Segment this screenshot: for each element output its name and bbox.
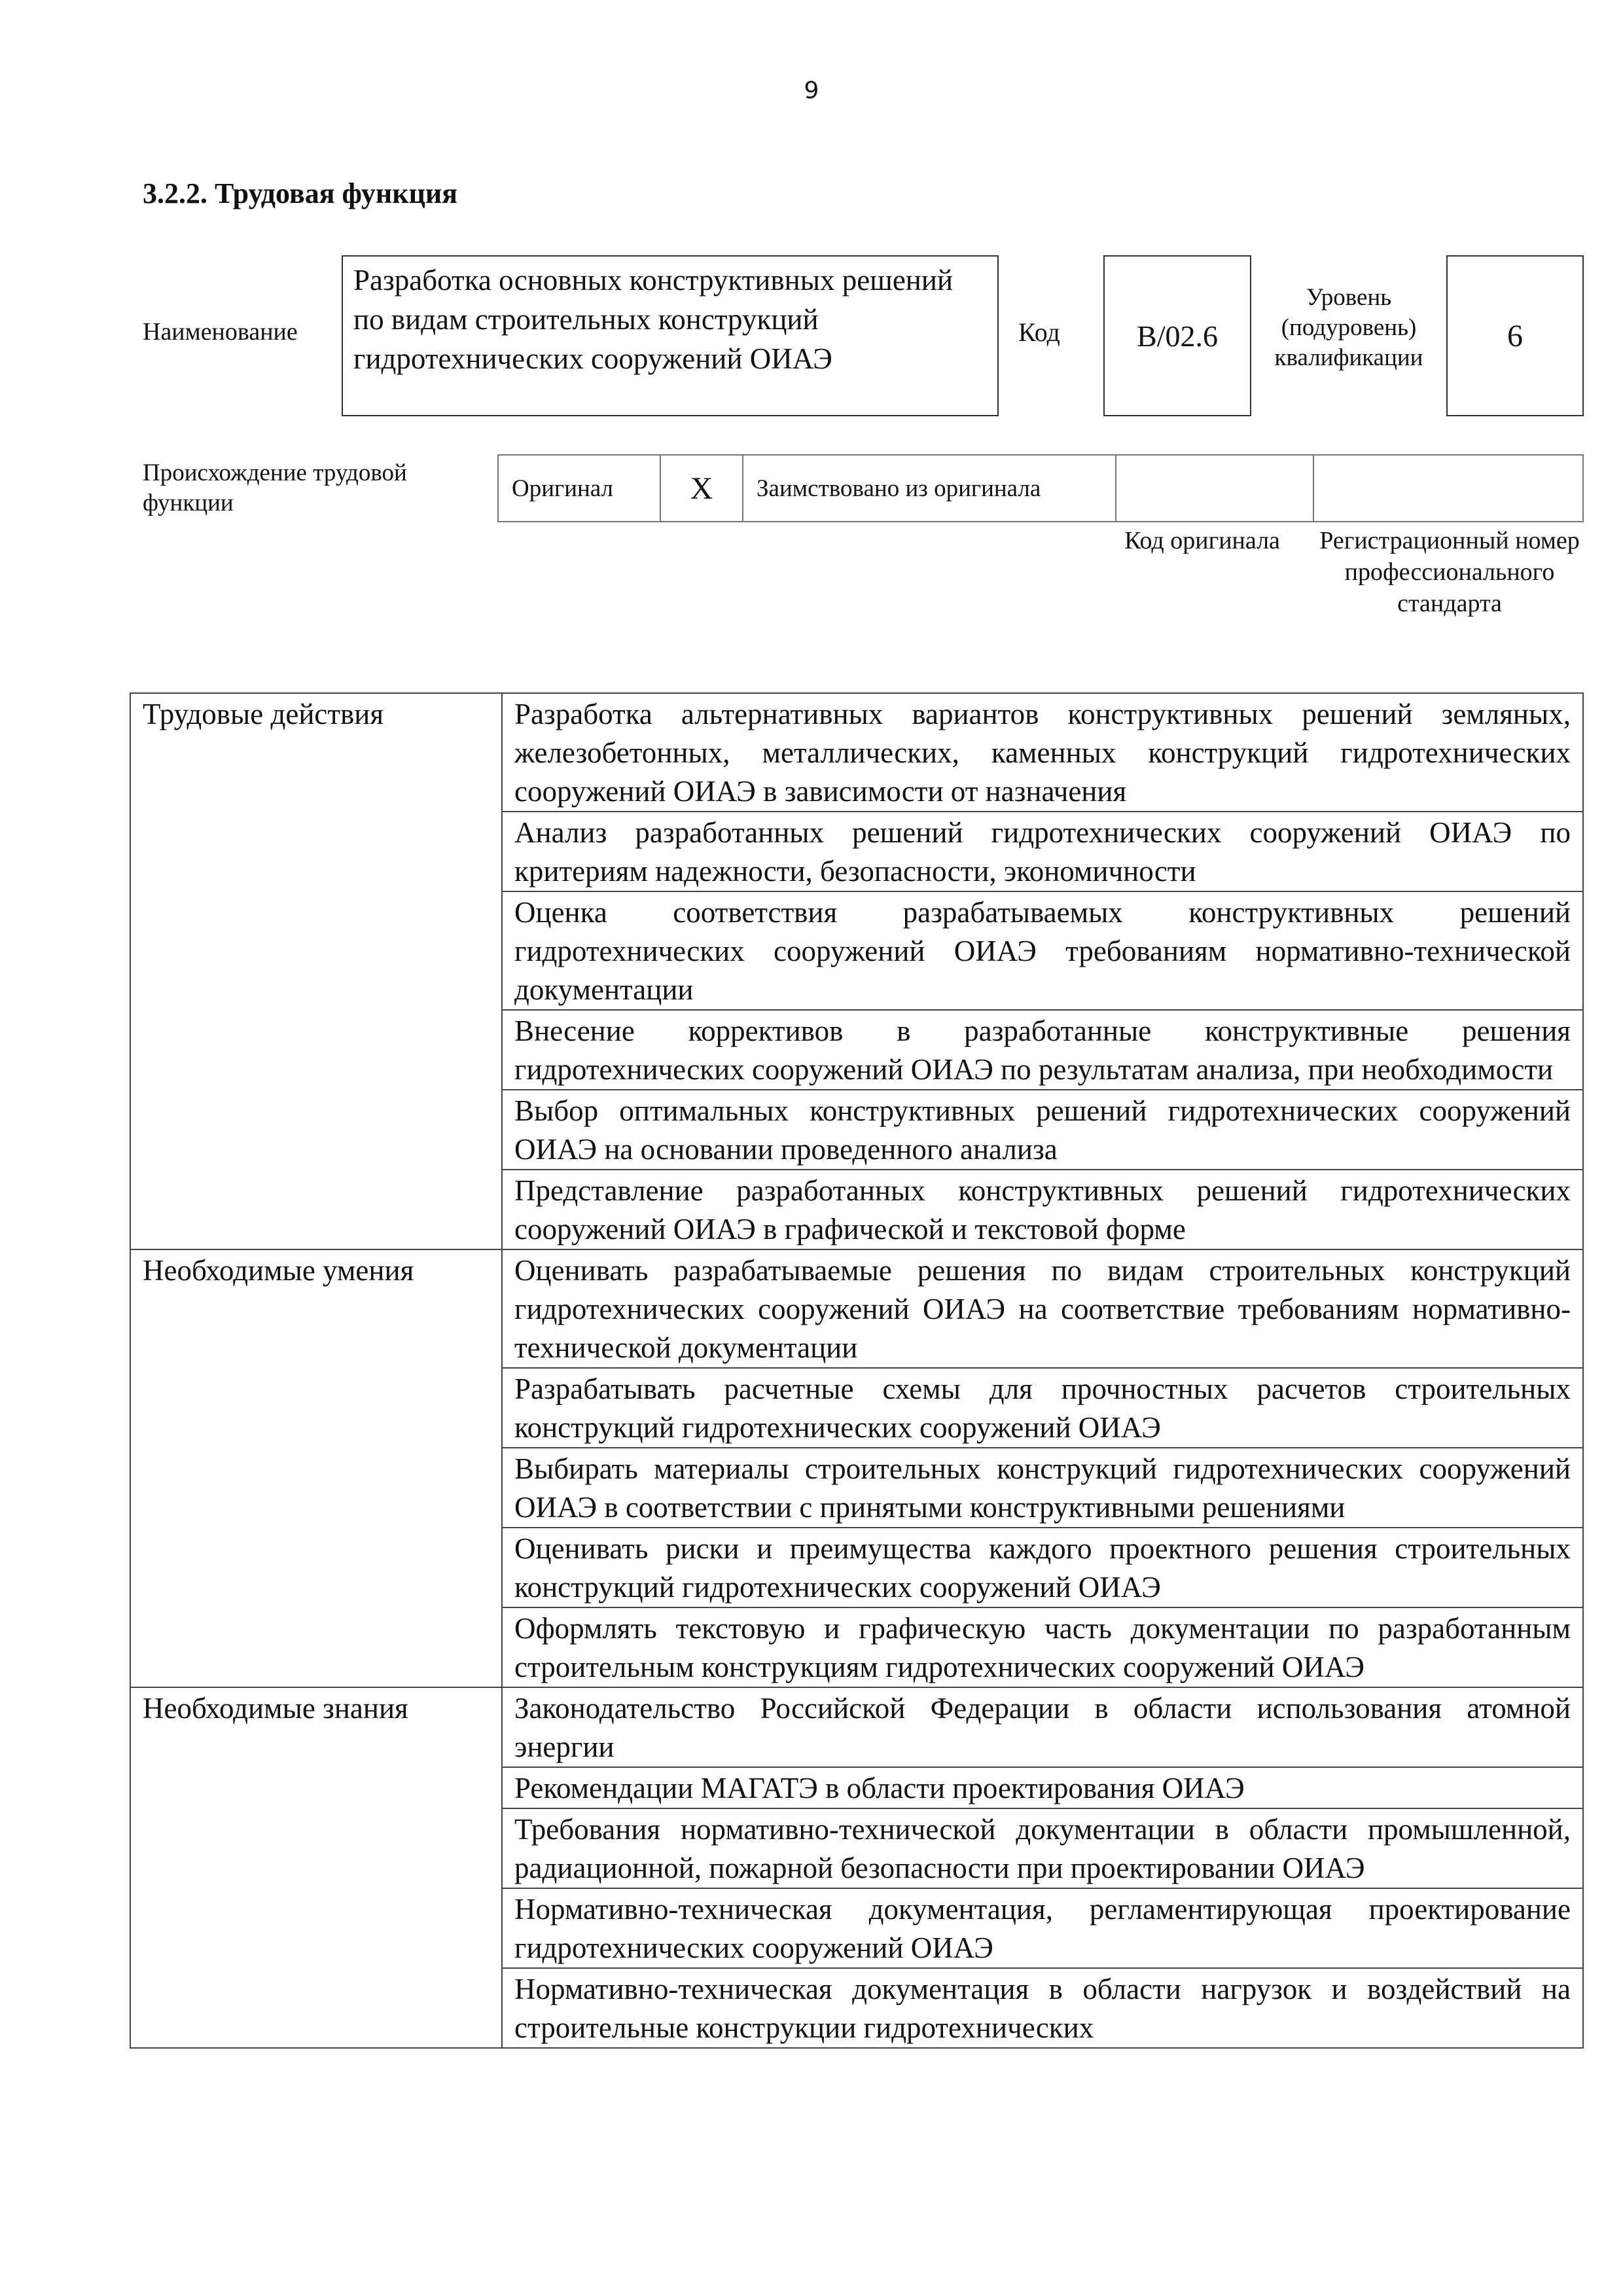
- category-cell: Трудовые действия: [130, 693, 502, 1249]
- name-value: Разработка основных конструктивных решений по видам строительных конструкций гидротехнических сооружений ОИАЭ: [342, 255, 999, 416]
- table-row: [130, 1687, 1583, 1767]
- description-cell: Оценивать разрабатываемые решения по видам строительных конструкций гидротехнических сооружений ОИАЭ на соответствие требованиям нормативно-технической документации: [502, 1249, 1583, 1368]
- description-cell: Выбирать материалы строительных конструкций гидротехнических сооружений ОИАЭ в соответствии с принятыми конструктивными решениями: [502, 1448, 1583, 1528]
- category-cell: Необходимые знания: [130, 1687, 502, 2048]
- level-value: 6: [1446, 255, 1584, 416]
- description-cell: Оценка соответствия разрабатываемых конструктивных решений гидротехнических сооружений ОИАЭ требованиям нормативно-технической документации: [502, 891, 1583, 1010]
- origin-label: Происхождение трудовой функции: [143, 459, 407, 516]
- borrowed-label: Заимствовано из оригинала: [743, 456, 1116, 521]
- code-value: B/02.6: [1103, 255, 1251, 416]
- labor-function-table: [130, 692, 1584, 2049]
- description-cell: Разрабатывать расчетные схемы для прочностных расчетов строительных конструкций гидротехнических сооружений ОИАЭ: [502, 1368, 1583, 1448]
- section-title: 3.2.2. Трудовая функция: [143, 177, 458, 209]
- table-row: [130, 693, 1583, 812]
- description-cell: Представление разработанных конструктивных решений гидротехнических сооружений ОИАЭ в графической и текстовой форме: [502, 1170, 1583, 1249]
- description-cell: Законодательство Российской Федерации в области использования атомной энергии: [502, 1687, 1583, 1767]
- description-cell: Выбор оптимальных конструктивных решений гидротехнических сооружений ОИАЭ на основании проведенного анализа: [502, 1090, 1583, 1170]
- code-original-caption: Код оригинала: [1124, 527, 1280, 554]
- description-cell: Оценивать риски и преимущества каждого проектного решения строительных конструкций гидротехнических сооружений ОИАЭ: [502, 1528, 1583, 1607]
- description-cell: Разработка альтернативных вариантов конструктивных решений земляных, железобетонных, металлических, каменных конструкций гидротехнических сооружений ОИАЭ в зависимости от назначения: [502, 693, 1583, 812]
- description-cell: Анализ разработанных решений гидротехнических сооружений ОИАЭ по критериям надежности, безопасности, экономичности: [502, 812, 1583, 891]
- reg-number-cell: [1314, 456, 1582, 521]
- code-label: Код: [1018, 317, 1060, 347]
- original-label: Оригинал: [499, 456, 661, 521]
- table-row: [130, 1249, 1583, 1368]
- description-cell: Рекомендации МАГАТЭ в области проектирования ОИАЭ: [502, 1767, 1583, 1808]
- description-cell: Требования нормативно-технической документации в области промышленной, радиационной, пожарной безопасности при проектировании ОИАЭ: [502, 1808, 1583, 1888]
- description-cell: Внесение коррективов в разработанные конструктивные решения гидротехнических сооружений ОИАЭ по результатам анализа, при необходимости: [502, 1010, 1583, 1090]
- origin-row: [497, 454, 1584, 522]
- description-cell: Оформлять текстовую и графическую часть документации по разработанным строительным конструкциям гидротехнических сооружений ОИАЭ: [502, 1607, 1583, 1687]
- category-cell: Необходимые умения: [130, 1249, 502, 1687]
- reg-number-caption: Регистрационный номер профессионального стандарта: [1319, 527, 1580, 617]
- original-mark: X: [661, 456, 743, 521]
- name-label: Наименование: [143, 318, 298, 346]
- level-label: Уровень (подуровень) квалификации: [1274, 284, 1423, 371]
- code-original-cell: [1116, 456, 1314, 521]
- description-cell: Нормативно-техническая документация в области нагрузок и воздействий на строительные конструкции гидротехнических: [502, 1968, 1583, 2048]
- description-cell: Нормативно-техническая документация, регламентирующая проектирование гидротехнических сооружений ОИАЭ: [502, 1888, 1583, 1968]
- page-number: 9: [804, 77, 819, 104]
